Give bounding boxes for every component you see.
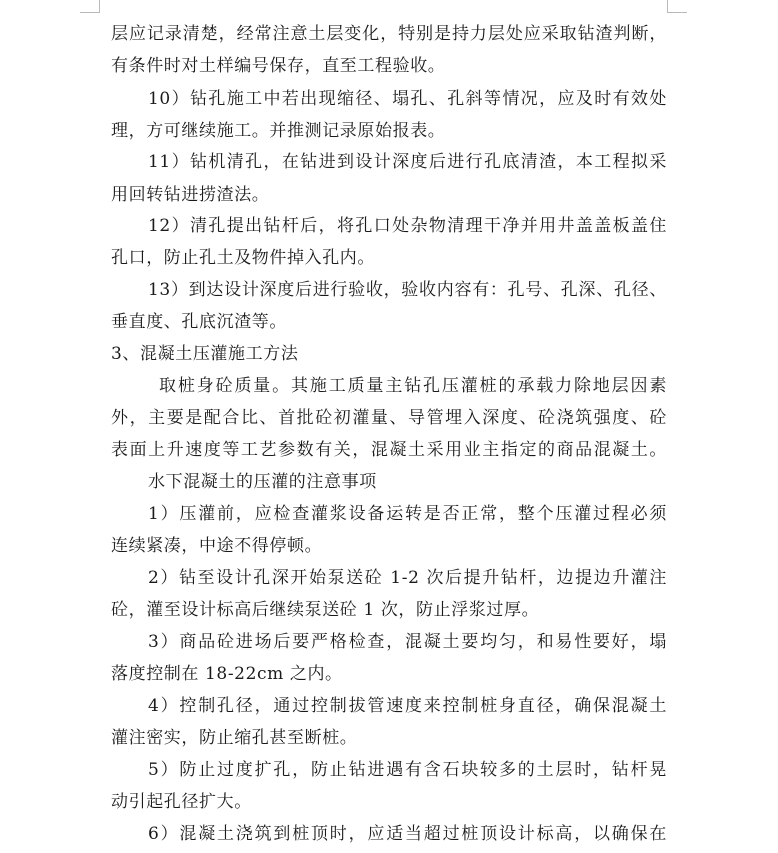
text-line: 11）钻机清孔，在钻进到设计深度后进行孔底清渣，本工程拟采 — [148, 152, 667, 172]
text-line: 灌注密实，防止缩孔甚至断桩。 — [111, 728, 358, 748]
text-line: 3）商品砼进场后要严格检查，混凝土要均匀，和易性要好，塌 — [148, 632, 667, 652]
text-line: 有条件时对土样编号保存，直至工程验收。 — [111, 56, 446, 76]
text-line: 6）混凝土浇筑到桩顶时，应适当超过桩顶设计标高，以确保在 — [148, 824, 667, 844]
section-heading: 3、混凝土压灌施工方法 — [111, 344, 299, 364]
text-line: 1）压灌前，应检查灌浆设备运转是否正常，整个压灌过程必须 — [148, 504, 667, 524]
text-line: 理，方可继续施工。并推测记录原始报表。 — [111, 121, 446, 141]
text-line: 用回转钻进捞渣法。 — [111, 185, 270, 205]
crop-mark-top-left-horizontal — [80, 12, 100, 13]
text-line: 13）到达设计深度后进行验收，验收内容有：孔号、孔深、孔径、 — [148, 280, 667, 300]
text-line: 取桩身砼质量。其施工质量主钻孔压灌桩的承载力除地层因素 — [159, 376, 667, 396]
crop-mark-top-left-vertical — [99, 0, 100, 13]
text-line: 4）控制孔径，通过控制拔管速度来控制桩身直径，确保混凝土 — [148, 696, 667, 716]
text-line: 垂直度、孔底沉渣等。 — [111, 312, 287, 332]
crop-mark-top-right-horizontal — [667, 12, 687, 13]
text-line: 孔口，防止孔土及物件掉入孔内。 — [111, 248, 375, 268]
text-line: 砼，灌至设计标高后继续泵送砼 1 次，防止浮浆过厚。 — [111, 600, 540, 620]
text-line: 连续紧凑，中途不得停顿。 — [111, 536, 323, 556]
subheading: 水下混凝土的压灌的注意事项 — [148, 472, 377, 492]
text-line: 落度控制在 18-22cm 之内。 — [111, 664, 343, 684]
text-line: 外，主要是配合比、首批砼初灌量、导管埋入深度、砼浇筑强度、砼 — [111, 408, 667, 428]
text-line: 动引起孔径扩大。 — [111, 792, 252, 812]
text-line: 12）清孔提出钻杆后，将孔口处杂物清理干净并用井盖盖板盖住 — [148, 216, 667, 236]
text-line: 表面上升速度等工艺参数有关，混凝土采用业主指定的商品混凝土。 — [111, 440, 667, 460]
text-line: 2）钻至设计孔深开始泵送砼 1-2 次后提升钻杆，边提边升灌注 — [148, 568, 667, 588]
text-line: 层应记录清楚，经常注意土层变化，特别是持力层处应采取钻渣判断， — [111, 24, 667, 44]
text-line: 10）钻孔施工中若出现缩径、塌孔、孔斜等情况，应及时有效处 — [148, 89, 667, 109]
text-line: 5）防止过度扩孔，防止钻进遇有含石块较多的土层时，钻杆晃 — [148, 760, 667, 780]
crop-mark-top-right-vertical — [667, 0, 668, 13]
